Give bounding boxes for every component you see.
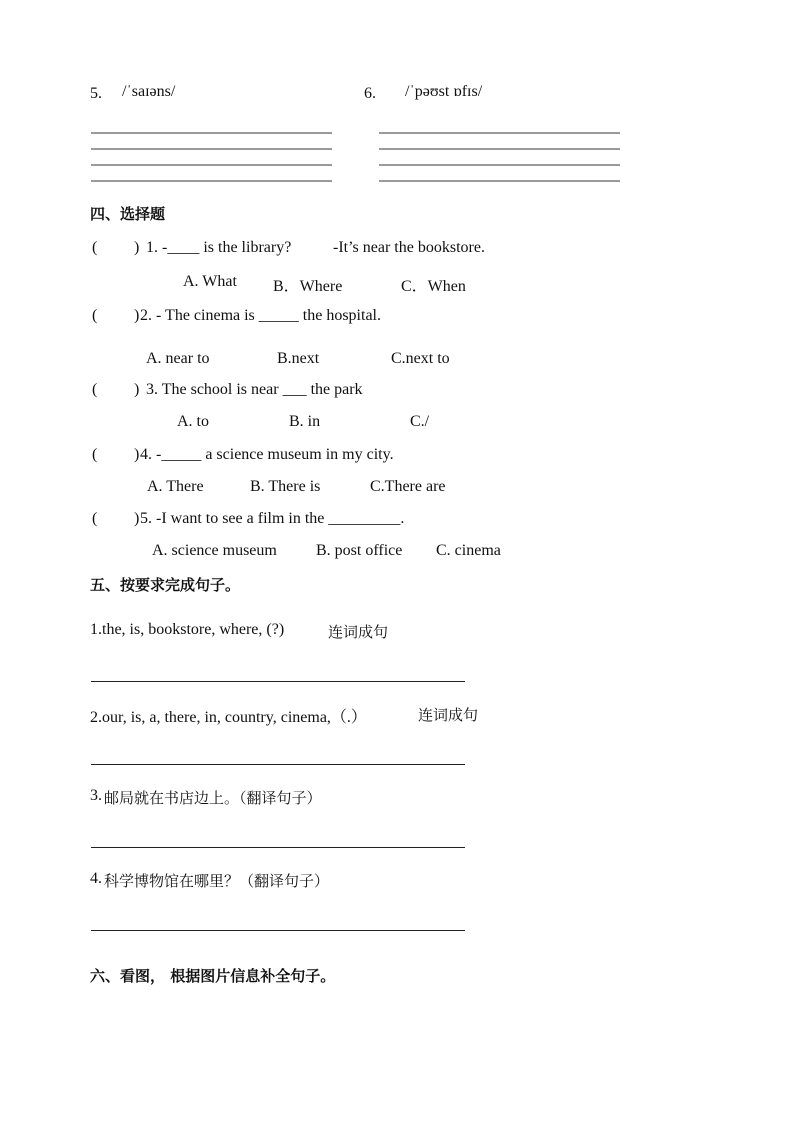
q5-option-c: C. cinema [436, 542, 501, 559]
q3-option-b: B. in [289, 413, 321, 430]
answer-paren-close: ) [134, 239, 140, 256]
question-5-text: 5. -I want to see a film in the _________. [140, 510, 405, 527]
section-5-title: 五、按要求完成句子。 [90, 576, 241, 594]
q3-option-c: C./ [410, 413, 430, 430]
item-2-words: 2.our, is, a, there, in, country, cinema,（.） [90, 709, 367, 726]
item-1-instruction: 连词成句 [328, 623, 389, 641]
answer-line-4[interactable] [91, 930, 465, 931]
q4-option-a: A. There [147, 478, 204, 495]
q5-option-a: A. science museum [152, 542, 277, 559]
item-4-number: 4. [90, 870, 102, 887]
answer-paren-close: ) [134, 307, 140, 324]
q1-option-b: B．Where [273, 278, 343, 295]
item-1-words: 1.the, is, bookstore, where, (?) [90, 621, 285, 638]
q5-option-b: B. post office [316, 542, 403, 559]
phonetic-transcription-5: /ˈsaɪəns/ [122, 83, 176, 100]
answer-line-1[interactable] [91, 681, 465, 682]
question-1-answer-hint: -It’s near the bookstore. [333, 239, 485, 256]
q2-option-b: B.next [277, 350, 320, 367]
q3-option-a: A. to [177, 413, 209, 430]
answer-line-3[interactable] [91, 847, 465, 848]
q4-option-c: C.There are [370, 478, 446, 495]
phonetic-transcription-6: /ˈpəʊst ɒfɪs/ [405, 83, 483, 100]
item-4-sentence: 科学博物馆在哪里？（翻译句子） [104, 872, 330, 890]
question-2-text: 2. - The cinema is _____ the hospital. [140, 307, 381, 324]
answer-paren-open[interactable]: ( [92, 307, 98, 324]
item-3-number: 3. [90, 787, 102, 804]
q1-option-c: C．When [401, 278, 466, 295]
q4-option-b: B. There is [250, 478, 321, 495]
answer-paren-open[interactable]: ( [92, 446, 98, 463]
question-3-text: 3. The school is near ___ the park [146, 381, 363, 398]
phonetic-number-6: 6. [364, 85, 376, 102]
answer-paren-close: ) [134, 381, 140, 398]
phonetic-number-5: 5. [90, 85, 102, 102]
answer-paren-open[interactable]: ( [92, 510, 98, 527]
section-6-title: 六、看图， 根据图片信息补全句子。 [90, 967, 336, 985]
question-4-text: 4. -_____ a science museum in my city. [140, 446, 394, 463]
answer-paren-open[interactable]: ( [92, 381, 98, 398]
answer-line-2[interactable] [91, 764, 465, 765]
q2-option-a: A. near to [146, 350, 210, 367]
answer-paren-open[interactable]: ( [92, 239, 98, 256]
section-4-title: 四、选择题 [90, 205, 166, 223]
q1-option-a: A. What [183, 273, 237, 290]
answer-paren-close: ) [134, 510, 140, 527]
q2-option-c: C.next to [391, 350, 450, 367]
item-2-instruction: 连词成句 [418, 706, 479, 724]
item-3-sentence: 邮局就在书店边上。（翻译句子） [104, 789, 322, 807]
question-1-text: 1. -____ is the library? [146, 239, 292, 256]
answer-paren-close: ) [134, 446, 140, 463]
